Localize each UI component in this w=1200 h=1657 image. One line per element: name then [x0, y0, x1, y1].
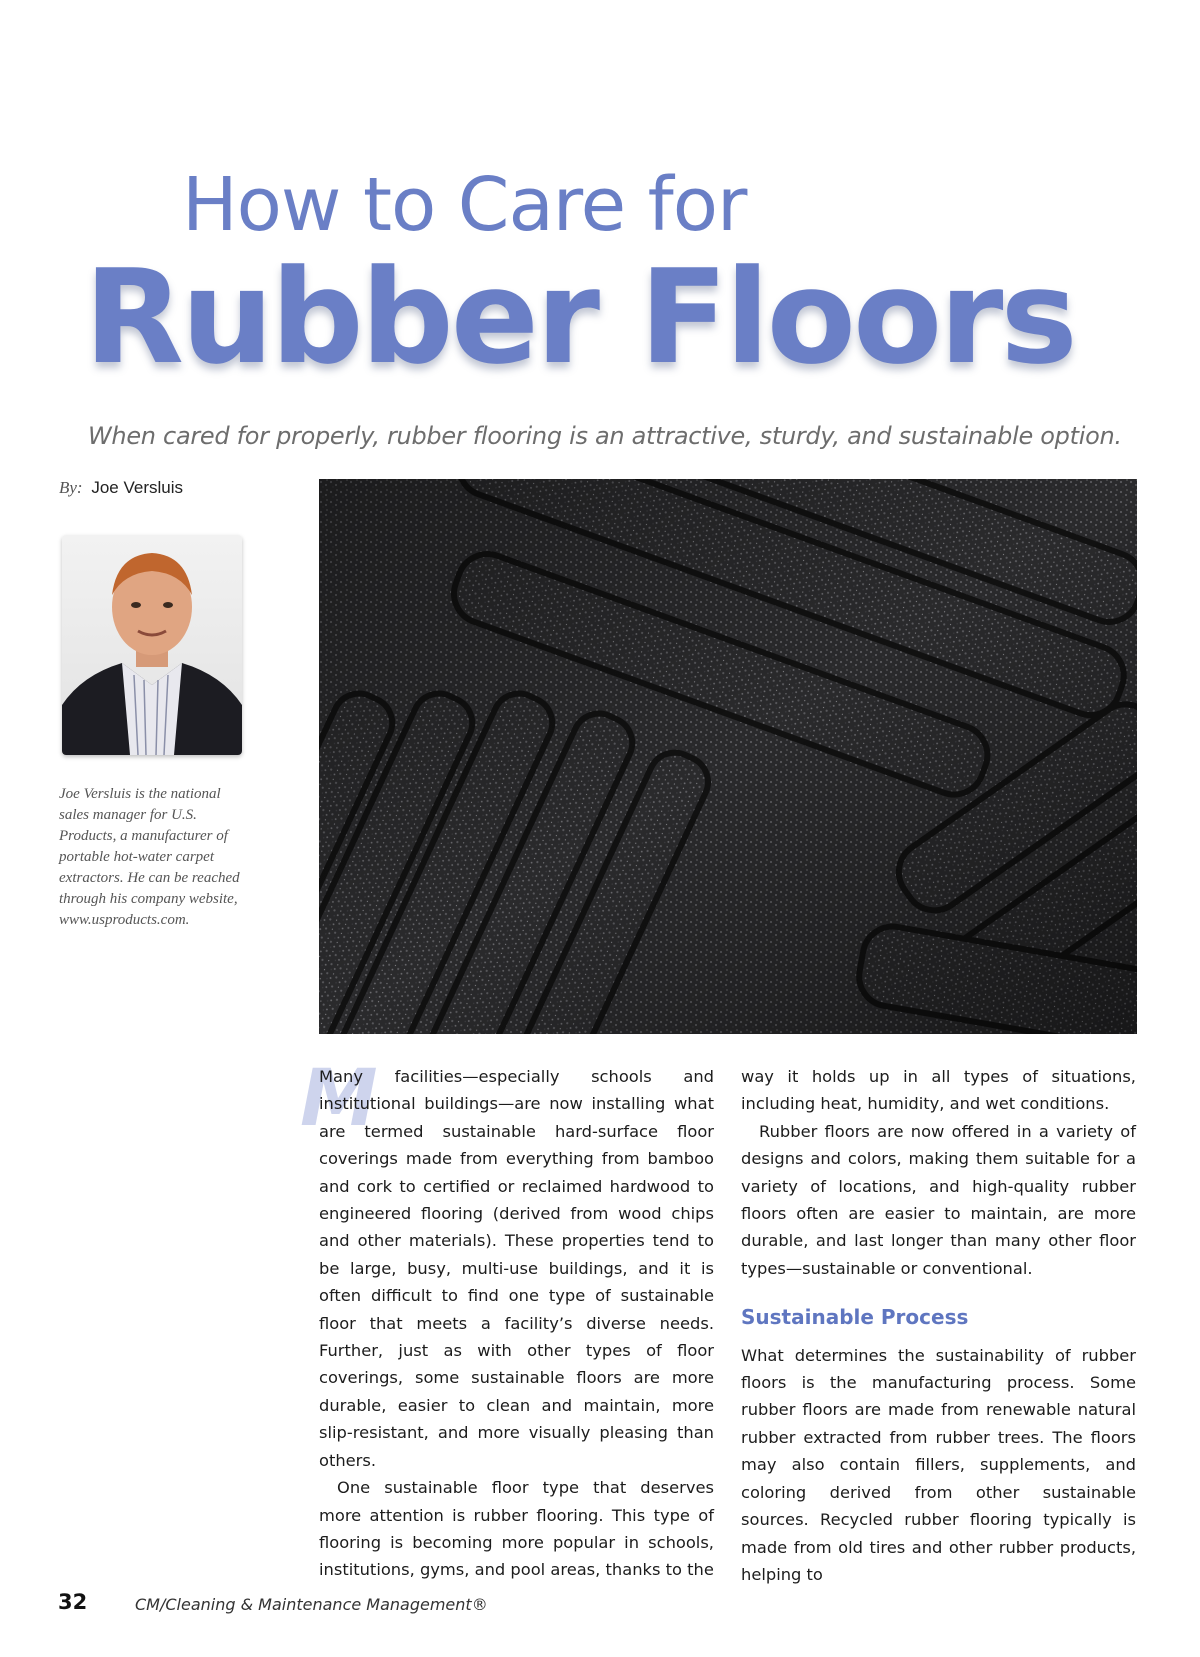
paragraph: Many facilities—especially schools and institutional buildings—are now installing what are termed sustainable hard-surface floor coverings made from everything from bamboo and cork to certified or reclaimed hardwood to engineered flooring (derived from wood chips and other materials). These properties tend to be large, busy, multi-use buildings, and it is often difficult to find one type of sustainable floor that meets a facility’s diverse needs. Further, just as with other types of floor coverings, some sustainable floors are more durable, easier to clean and maintain, more slip-resistant, and more visually pleasing than others.	[319, 1067, 714, 1470]
magazine-name: CM/Cleaning & Maintenance Management®	[135, 1595, 488, 1614]
author-portrait-illustration	[62, 535, 242, 755]
paragraph: One sustainable floor type that deserves more attention is rubber flooring. This type of flooring is becoming more popular in schools, institutions, gyms, and pool areas, thanks to the	[319, 1478, 714, 1580]
article-column-right	[741, 1063, 1136, 1588]
paragraph: What determines the sustainability of rubber floors is the manufacturing process. Some rubber floors are made from renewable natural rubber extracted from rubber trees. The floors may also contain fillers, supplements, and coloring derived from other sustainable sources. Recycled rubber flooring typically is made from old tires and other rubber products, helping to	[741, 1345, 1136, 1584]
author-bio: Joe Versluis is the national sales manager for U.S. Products, a manufacturer of portable hot-water carpet extractors. He can be reached through his company website, www.usproducts.com.	[59, 786, 240, 928]
title-line-1: How to Care for	[182, 162, 747, 248]
section-heading: Sustainable Process	[741, 1305, 969, 1330]
page-number: 32	[58, 1590, 88, 1614]
author-photo	[62, 535, 242, 755]
paragraph: way it holds up in all types of situations, including heat, humidity, and wet conditions.	[741, 1067, 1136, 1114]
rubber-floor-photo	[319, 479, 1137, 1034]
paragraph: Rubber floors are now offered in a variety of designs and colors, making them suitable for a variety of locations, and high-quality rubber floors often are easier to maintain, are more durable, and last longer than many other floor types—sustainable or conventional.	[741, 1121, 1136, 1278]
byline	[59, 478, 183, 498]
subtitle: When cared for properly, rubber flooring is an attractive, sturdy, and sustainable option.	[88, 422, 1122, 450]
title-line-2: Rubber Floors	[84, 241, 1075, 393]
byline-prefix: By:	[59, 478, 83, 497]
article-column-left	[319, 1063, 714, 1584]
drop-cap: M	[300, 1054, 378, 1144]
rubber-floor-texture	[319, 479, 1137, 1034]
author-name: Joe Versluis	[91, 478, 183, 497]
